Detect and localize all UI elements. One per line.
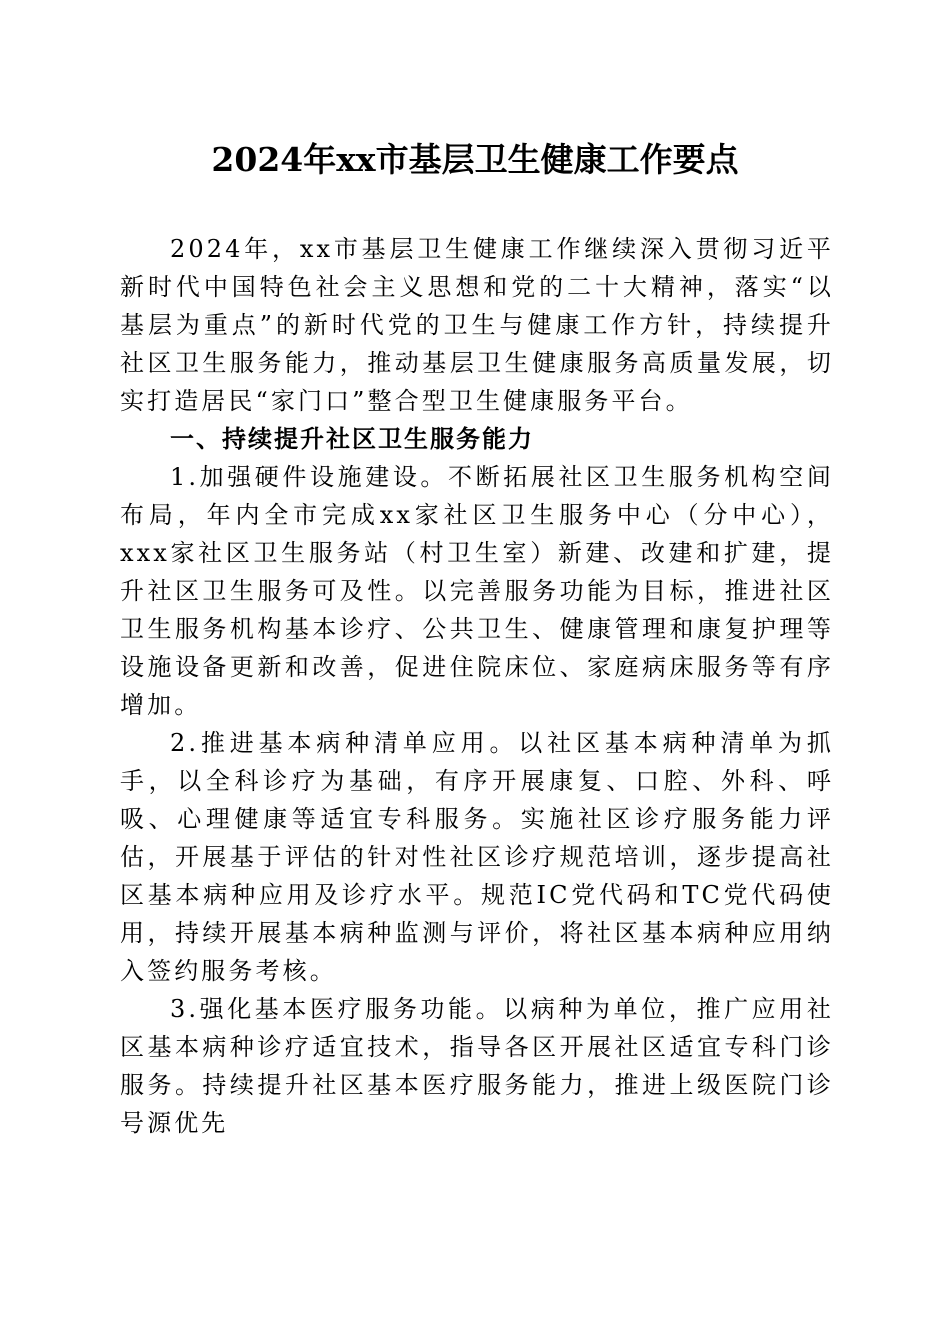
item-paragraph-3: 3.强化基本医疗服务功能。以病种为单位，推广应用社区基本病种诊疗适宜技术，指导各区开展社区适宜专科门诊服务。持续提升社区基本医疗服务能力，推进上级医院门诊号源优先: [120, 995, 834, 1137]
intro-paragraph: 2024年，xx市基层卫生健康工作继续深入贯彻习近平新时代中国特色社会主义思想和党的二十大精神，落实“以基层为重点”的新时代党的卫生与健康工作方针，持续提升社区卫生服务能力，推动基层卫生健康服务高质量发展，切实打造居民“家门口”整合型卫生健康服务平台。: [120, 235, 834, 415]
section-heading: 一、持续提升社区卫生服务能力: [170, 425, 534, 453]
item-paragraph-2: 2.推进基本病种清单应用。以社区基本病种清单为抓手，以全科诊疗为基础，有序开展康复、口腔、外科、呼吸、心理健康等适宜专科服务。实施社区诊疗服务能力评估，开展基于评估的针对性社区诊疗规范培训，逐步提高社区基本病种应用及诊疗水平。规范IC党代码和TC党代码使用，持续开展基本病种监测与评价，将社区基本病种应用纳入签约服务考核。: [120, 729, 834, 985]
item-paragraph-1: 1.加强硬件设施建设。不断拓展社区卫生服务机构空间布局，年内全市完成xx家社区卫生服务中心（分中心），xxx家社区卫生服务站（村卫生室）新建、改建和扩建，提升社区卫生服务可及性。以完善服务功能为目标，推进社区卫生服务机构基本诊疗、公共卫生、健康管理和康复护理等设施设备更新和改善，促进住院床位、家庭病床服务等有序增加。: [120, 463, 834, 719]
document-body: [120, 230, 834, 1142]
document-title: 2024年xx市基层卫生健康工作要点: [211, 140, 739, 179]
